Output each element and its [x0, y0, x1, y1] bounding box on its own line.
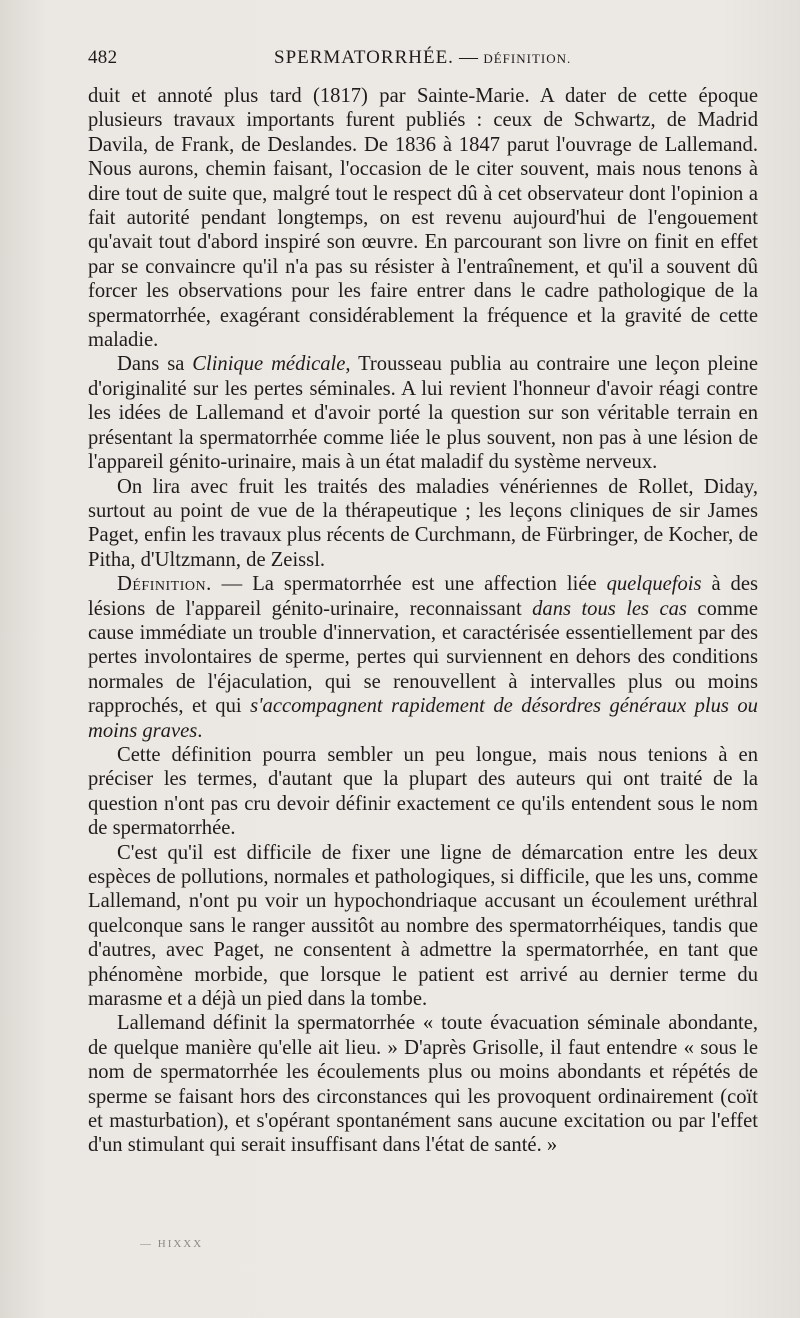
paragraph-6: C'est qu'il est difficile de fixer une ligne de démarcation entre les deux espèces de pollutions, normales et pathologiques, si difficile, que les uns, comme Lallemand, n'ont pu voir un hypochondriaque accusant un écoulement uréthral quelconque sans le ranger aussitôt au nombre des spermatorrhéiques, tandis que d'autres, avec Paget, ne consentent à admettre la spermatorrhée, en tant que phénomène morbide, que lorsque le patient est arrivé au dernier terme du marasme et a déjà un pied dans la tombe.	[88, 841, 758, 1011]
running-head	[274, 47, 571, 69]
paragraph-3: On lira avec fruit les traités des maladies vénériennes de Rollet, Diday, surtout au point de vue de la thérapeutique ; les leçons cliniques de sir James Paget, enfin les travaux plus récents de Curchmann, de Fürbringer, de Kocher, de Pitha, d'Ultzmann, de Zeissl.	[88, 475, 758, 571]
page-header	[88, 47, 757, 75]
signature-mark: — HIXXX	[140, 1238, 204, 1250]
paragraph-2	[88, 352, 758, 474]
running-head-title: SPERMATORRHÉE.	[274, 47, 454, 68]
definition-text-b: à des lésions de l'appareil génito-urinaire, reconnaissant	[88, 573, 759, 620]
definition-lead: Définition.	[117, 573, 212, 596]
paragraph-1: duit et annoté plus tard (1817) par Sainte-Marie. A dater de cette époque plusieurs travaux importants furent publiés : ceux de Schwartz, de Madrid Davila, de Frank, de Deslandes. De 1836 à 1847 parut l'ouvrage de Lallemand. Nous aurons, chemin faisant, l'occasion de le citer souvent, mais nous tenons à dire tout de suite que, malgré tout le respect dû à cet observateur dont l'opinion a fait autorité pendant longtemps, on est revenu aujourd'hui de l'engouement qu'avait tout d'abord inspiré son œuvre. En parcourant son livre on finit en effet par se convaincre qu'il n'a pas su résister à l'entraînement, et qu'il a souvent dû forcer les observations pour les faire entrer dans le cadre pathologique de la spermatorrhée, exagérant considérablement la fréquence et la gravité de cette maladie.	[88, 85, 758, 352]
paragraph-2-start: Dans sa	[117, 353, 193, 376]
definition-italic-3: s'accompagnent rapidement de désordres généraux plus ou moins graves	[88, 695, 758, 742]
page-body	[88, 84, 758, 1158]
running-head-separator: —	[453, 47, 484, 68]
definition-text-d: .	[197, 719, 203, 742]
paragraph-5: Cette définition pourra sembler un peu longue, mais nous tenions à en préciser les termes, d'autant que la plupart des auteurs qui ont traité de la question n'ont pas cru devoir définir exactement ce qu'ils entendent sous le nom de spermatorrhée.	[88, 743, 758, 840]
definition-italic-2: dans tous les cas	[532, 597, 687, 620]
definition-text-c: comme cause immédiate un trouble d'innervation, et caractérisée essentiellement par des pertes involontaires de sperme, pertes qui surviennent en dehors des conditions normales de l'éjaculation, qui se renouvellent à intervalles plus ou moins rapprochés, et qui	[88, 597, 758, 718]
definition-italic-1: quelquefois	[606, 573, 702, 596]
page-number: 482	[88, 47, 118, 68]
paragraph-2-italic-title: Clinique médicale	[192, 353, 346, 376]
paragraph-2-rest: , Trousseau publia au contraire une leçon pleine d'originalité sur les pertes séminales. A lui revient l'honneur d'avoir réagi contre les idées de Lallemand et d'avoir porté la question sur son véritable terrain en présentant la spermatorrhée comme liée le plus souvent, non pas à une lésion de l'appareil génito-urinaire, mais à un état maladif du système nerveux.	[88, 353, 758, 474]
paragraph-7: Lallemand définit la spermatorrhée « toute évacuation séminale abondante, de quelque manière qu'elle ait lieu. » D'après Grisolle, il faut entendre « sous le nom de spermatorrhée les écoulements plus ou moins abondants et répétés de sperme se faisant hors des circonstances qui les provoquent ordinairement (coït et masturbation), et s'opérant spontanément sans aucune excitation ou par l'effet d'un stimulant qui serait insuffisant dans l'état de santé. »	[88, 1012, 758, 1157]
paragraph-4-definition	[88, 572, 758, 743]
definition-text-a: — La spermatorrhée est une affection liée	[211, 573, 607, 596]
running-head-section: DÉFINITION.	[483, 51, 572, 66]
